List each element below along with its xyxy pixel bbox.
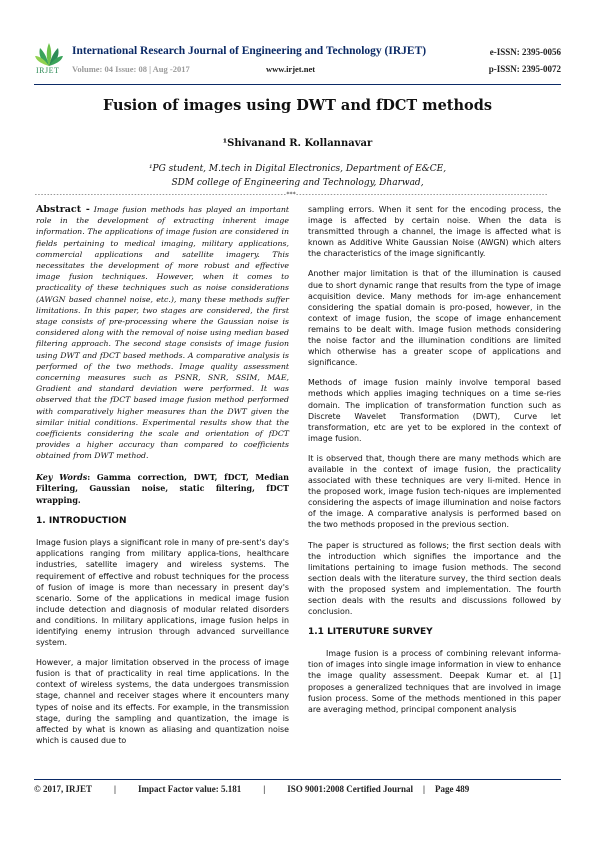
footer-page-number: Page 489	[435, 784, 470, 794]
intro-paragraph-2: However, a major limitation observed in the process of image fusion is that of practicality in real time applications. In the context of wireless systems, the data undergoes transmission stage, channel and receiver stages where it encounters many types of noise and its effects. For example, in the transmission stage, during the sampling and quantization, the image is affected by what is known as aliasing and quantization noise which is caused due to	[36, 658, 289, 745]
keywords-text: : Gamma correction, DWT, fDCT, Median Filtering, Gaussian noise, static filtering, fDCT wrapping.	[36, 471, 290, 505]
journal-website: www.irjet.net	[266, 64, 316, 74]
page-footer	[34, 784, 561, 794]
footer-rule	[34, 779, 561, 780]
pissn: p-ISSN: 2395-0072	[488, 64, 561, 74]
irjet-leaf-icon	[34, 42, 64, 68]
body-paragraph-3: Methods of image fusion mainly involve temporal based methods which applies imaging techniques on a time se-ries domain. The implication of transformation function such as Discrete Wavelet Transformation (DWT), Curve let transformation, etc are yet to be explored in the context of image fusion.	[308, 378, 561, 443]
footer-separator: |	[423, 784, 426, 794]
body-paragraph-1: sampling errors. When it sent for the encoding process, the image is affected by certain noise. When the data is transmitted through a channel, the image is affected what is known as Additive White Gaussian Noise (AWGN) which alters the characteristics of the image significantly.	[308, 205, 561, 259]
journal-name: International Research Journal of Engineering and Technology (IRJET)	[72, 45, 427, 57]
keywords-label: Key Words	[36, 471, 88, 482]
author-name: ¹Shivanand R. Kollannavar	[222, 138, 373, 149]
footer-impact-factor: Impact Factor value: 5.181	[137, 784, 242, 794]
body-paragraph-2: Another major limitation is that of the illumination is caused due to short dynamic range that results from the type of image acquisition device. Many methods for im-age enhancement considering the spatial domain is pro-posed, however, in the context of image fusion, the scope of image enhancement remains to be dealt with. Image fusion methods considering the noise factor and the illumination conditions are limited which otherwise has a greater scope of applications and significance.	[308, 269, 561, 368]
keywords	[36, 472, 289, 507]
abstract-text: Image fusion methods has played an important role in the development of extracting inherent image information. The applications of image fusion are considered in fields pertaining to medical imaging, military applications, commercial applications and satellite imagery. This necessitates the development of more robust and effective image fusion techniques. However, when it comes to practicality of these techniques such as noise considerations (AWGN based channel noise, etc.), many these methods suffer limitations. In this paper, two stages are considered, the first stage consists of pre-processing where the Gaussian noise is considered along with the removal of noise using median based filtering approach. The second stage consists of image fusion using DWT and fDCT based methods. A comparative analysis is performed of the two methods. Image quality assessment concerning measures such as PSNR, SNR, SSIM, MAE, Gradient and standard deviation were performed. It was observed that the fDCT based image fusion method performed with comparatively higher measures than the DWT given the similar initial conditions. Experimental results show that the coefficients considering the scale and orientation of fDCT provides a higher accuracy than compared to coefficients obtained from DWT method.	[36, 205, 289, 461]
footer-copyright: © 2017, IRJET	[34, 784, 92, 794]
intro-paragraph-1: Image fusion plays a significant role in many of pre-sent's day's applications ranging from military applica-tions, healthcare industries, satellite imagery and wireless systems. The requirement of effective and robust techniques for the process of fusion of image is more than necessary in present day's scenario. Some of the applications in medical image fusion include detection and diagnosis of modular related disorders and conditions. In military applications, image fusion helps in identifying enemy intrusion through advanced surveillance system.	[36, 538, 289, 648]
affiliation-line-1: ¹PG student, M.tech in Digital Electronics, Department of E&CE,	[148, 164, 447, 174]
abstract-label: Abstract -	[36, 204, 90, 215]
irjet-logo	[34, 42, 64, 78]
section-separator: ---------------------------------------------------------------------------------***---------------------------------------------------------------------------------	[34, 191, 548, 198]
survey-paragraph-1: Image fusion is a process of combining relevant informa-tion of images into single image information in view to enhance the image quality assessment. Deepak Kumar et. al [1] proposes a generalized techniques that are involved in image fusion process. Some of the methods mentioned in this paper are averaging method, principal component analysis	[308, 649, 561, 714]
footer-separator: |	[113, 784, 116, 794]
abstract	[36, 204, 289, 462]
body-paragraph-5: The paper is structured as follows; the first section deals with the introduction which signifies the importance and the limitations pertaining to image fusion methods. The second section deals with the literature survey, the third section deals with the proposed system and implementation. The fourth section deals with the results and discussions followed by conclusion.	[308, 540, 561, 617]
paper-title: Fusion of images using DWT and fDCT methods	[102, 97, 493, 114]
logo-text: IRJET	[36, 66, 60, 75]
volume-issue: Volume: 04 Issue: 08 | Aug -2017	[72, 64, 190, 74]
footer-separator: |	[263, 784, 266, 794]
body-paragraph-4: It is observed that, though there are many methods which are available in the context of image fusion, the practicality associated with these techniques are very li-mited. Hence in the proposed work, image fusion tech-niques are implemented considering the aspects of image illumination and noise factors of the image. A comparative analysis is performed based on the two methods proposed in the previous section.	[308, 453, 561, 530]
journal-header	[34, 42, 561, 84]
footer-iso: ISO 9001:2008 Certified Journal	[287, 784, 414, 794]
left-column	[36, 204, 289, 755]
eissn: e-ISSN: 2395-0056	[489, 47, 561, 57]
intro-heading: 1. INTRODUCTION	[36, 516, 127, 527]
header-rule	[34, 84, 561, 85]
survey-heading: 1.1 LITERUTURE SURVEY	[308, 627, 433, 638]
affiliation-line-2: SDM college of Engineering and Technology, Dharwad,	[171, 178, 424, 188]
right-column	[308, 204, 561, 724]
